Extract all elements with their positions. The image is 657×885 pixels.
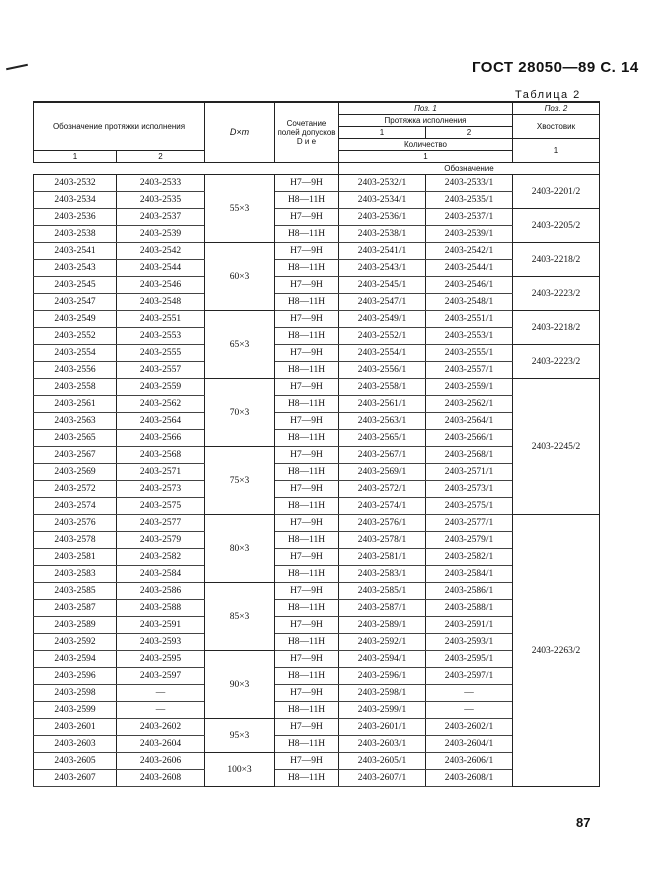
tolerance-cell: H8—11H <box>275 328 339 345</box>
tolerance-cell: H8—11H <box>275 702 339 719</box>
broach-1-cell: 2403-2563/1 <box>339 413 426 430</box>
broach-2-cell: 2403-2575/1 <box>426 498 513 515</box>
designation-1-cell: 2403-2547 <box>34 294 117 311</box>
designation-2-cell: 2403-2564 <box>117 413 205 430</box>
shank-cell: 2403-2205/2 <box>513 209 600 243</box>
tolerance-cell: H8—11H <box>275 736 339 753</box>
designation-1-cell: 2403-2599 <box>34 702 117 719</box>
tolerance-cell: H8—11H <box>275 770 339 787</box>
broach-1-cell: 2403-2554/1 <box>339 345 426 362</box>
broach-1-cell: 2403-2569/1 <box>339 464 426 481</box>
designation-1-cell: 2403-2554 <box>34 345 117 362</box>
broach-1-cell: 2403-2565/1 <box>339 430 426 447</box>
dxm-cell: 80×3 <box>205 515 275 583</box>
broach-2-cell: 2403-2579/1 <box>426 532 513 549</box>
broach-2-cell: 2403-2604/1 <box>426 736 513 753</box>
broach-2-cell: 2403-2535/1 <box>426 192 513 209</box>
tolerance-cell: H7—9H <box>275 413 339 430</box>
broach-1-cell: 2403-2581/1 <box>339 549 426 566</box>
tolerance-cell: H7—9H <box>275 481 339 498</box>
designation-2-cell: 2403-2562 <box>117 396 205 413</box>
broach-1-cell: 2403-2549/1 <box>339 311 426 328</box>
broach-1-cell: 2403-2532/1 <box>339 175 426 192</box>
table-row <box>34 345 600 362</box>
shank-cell: 2403-2201/2 <box>513 175 600 209</box>
broach-1-cell: 2403-2558/1 <box>339 379 426 396</box>
dxm-cell: 70×3 <box>205 379 275 447</box>
designation-2-cell: 2403-2577 <box>117 515 205 532</box>
designation-2-cell: 2403-2553 <box>117 328 205 345</box>
designation-1-cell: 2403-2574 <box>34 498 117 515</box>
specification-table <box>33 101 600 787</box>
broach-1-cell: 2403-2545/1 <box>339 277 426 294</box>
designation-1-cell: 2403-2603 <box>34 736 117 753</box>
shank-cell: 2403-2245/2 <box>513 379 600 515</box>
table-row <box>34 277 600 294</box>
designation-2-cell: 2403-2582 <box>117 549 205 566</box>
broach-1-cell: 2403-2561/1 <box>339 396 426 413</box>
designation-2-cell: 2403-2575 <box>117 498 205 515</box>
shank-cell: 2403-2223/2 <box>513 277 600 311</box>
tolerance-cell: H7—9H <box>275 617 339 634</box>
designation-2-cell: 2403-2537 <box>117 209 205 226</box>
shank-header: Хвостовик <box>513 115 600 139</box>
designation-2-cell: 2403-2586 <box>117 583 205 600</box>
broach-2-cell: 2403-2557/1 <box>426 362 513 379</box>
designation-2-cell: 2403-2588 <box>117 600 205 617</box>
designation-1-cell: 2403-2572 <box>34 481 117 498</box>
dxm-cell: 55×3 <box>205 175 275 243</box>
table-row <box>34 515 600 532</box>
tolerance-cell: H7—9H <box>275 277 339 294</box>
designation-2-cell: 2403-2539 <box>117 226 205 243</box>
broach-2-cell: 2403-2577/1 <box>426 515 513 532</box>
designation-1-cell: 2403-2561 <box>34 396 117 413</box>
designation-1-cell: 2403-2558 <box>34 379 117 396</box>
tolerance-cell: H8—11H <box>275 362 339 379</box>
designation-1-cell: 2403-2538 <box>34 226 117 243</box>
designation-1-cell: 2403-2543 <box>34 260 117 277</box>
tolerance-cell: H8—11H <box>275 600 339 617</box>
designation-2-cell: 2403-2566 <box>117 430 205 447</box>
designation-1-cell: 2403-2541 <box>34 243 117 260</box>
designation-2-cell: — <box>117 685 205 702</box>
designation-subheader: Обозначение <box>339 163 600 175</box>
designation-2-cell: 2403-2533 <box>117 175 205 192</box>
designation-2-cell: 2403-2544 <box>117 260 205 277</box>
tolerance-cell: H8—11H <box>275 634 339 651</box>
shank-cell: 2403-2218/2 <box>513 311 600 345</box>
designation-2-cell: 2403-2568 <box>117 447 205 464</box>
broach-2-cell: 2403-2533/1 <box>426 175 513 192</box>
tolerance-cell: H8—11H <box>275 498 339 515</box>
broach-1-cell: 2403-2578/1 <box>339 532 426 549</box>
designation-1-cell: 2403-2601 <box>34 719 117 736</box>
broach-2-cell: 2403-2608/1 <box>426 770 513 787</box>
designation-1-cell: 2403-2596 <box>34 668 117 685</box>
broach-2-cell: 2403-2537/1 <box>426 209 513 226</box>
designation-1-cell: 2403-2569 <box>34 464 117 481</box>
broach-2-cell: 2403-2553/1 <box>426 328 513 345</box>
table-row <box>34 379 600 396</box>
broach-1-cell: 2403-2552/1 <box>339 328 426 345</box>
broach-1-cell: 2403-2536/1 <box>339 209 426 226</box>
broach-2-cell: 2403-2595/1 <box>426 651 513 668</box>
designation-1-cell: 2403-2534 <box>34 192 117 209</box>
dxm-cell: 65×3 <box>205 311 275 379</box>
designation-2-cell: 2403-2573 <box>117 481 205 498</box>
designation-1-cell: 2403-2598 <box>34 685 117 702</box>
broach-2-cell: 2403-2582/1 <box>426 549 513 566</box>
designation-1-cell: 2403-2587 <box>34 600 117 617</box>
table-row <box>34 175 600 192</box>
table-caption: Таблица 2 <box>515 89 581 101</box>
designation-1-cell: 2403-2549 <box>34 311 117 328</box>
designation-1-cell: 2403-2536 <box>34 209 117 226</box>
dxm-cell: 60×3 <box>205 243 275 311</box>
broach-1-cell: 2403-2607/1 <box>339 770 426 787</box>
designation-col-2: 2 <box>117 151 205 163</box>
pos1-header: Поз. 1 <box>339 102 513 115</box>
designation-2-cell: 2403-2551 <box>117 311 205 328</box>
broach-version-header: Протяжка исполнения <box>339 115 513 127</box>
designation-2-cell: 2403-2535 <box>117 192 205 209</box>
tolerance-cell: H7—9H <box>275 583 339 600</box>
broach-1-cell: 2403-2567/1 <box>339 447 426 464</box>
broach-col-2: 2 <box>426 127 513 139</box>
designation-1-cell: 2403-2567 <box>34 447 117 464</box>
designation-1-cell: 2403-2578 <box>34 532 117 549</box>
broach-2-cell: 2403-2568/1 <box>426 447 513 464</box>
header-spacer <box>34 163 339 175</box>
broach-1-cell: 2403-2572/1 <box>339 481 426 498</box>
dxm-cell: 90×3 <box>205 651 275 719</box>
designation-2-cell: 2403-2608 <box>117 770 205 787</box>
tolerance-cell: H8—11H <box>275 260 339 277</box>
designation-1-cell: 2403-2556 <box>34 362 117 379</box>
broach-1-cell: 2403-2541/1 <box>339 243 426 260</box>
broach-1-cell: 2403-2594/1 <box>339 651 426 668</box>
page-number: 87 <box>576 815 591 830</box>
broach-2-cell: 2403-2539/1 <box>426 226 513 243</box>
tolerance-cell: H7—9H <box>275 379 339 396</box>
broach-1-cell: 2403-2587/1 <box>339 600 426 617</box>
tolerance-cell: H7—9H <box>275 549 339 566</box>
broach-2-cell: 2403-2546/1 <box>426 277 513 294</box>
designation-1-cell: 2403-2581 <box>34 549 117 566</box>
designation-2-cell: 2403-2602 <box>117 719 205 736</box>
designation-2-cell: 2403-2546 <box>117 277 205 294</box>
designation-1-cell: 2403-2532 <box>34 175 117 192</box>
dxm-header: D×m <box>205 102 275 163</box>
tolerance-cell: H7—9H <box>275 447 339 464</box>
pos2-header: Поз. 2 <box>513 102 600 115</box>
designation-2-cell: 2403-2584 <box>117 566 205 583</box>
table-row <box>34 311 600 328</box>
broach-1-cell: 2403-2605/1 <box>339 753 426 770</box>
document-header: ГОСТ 28050—89 С. 14 <box>472 59 639 76</box>
tolerance-cell: H8—11H <box>275 668 339 685</box>
broach-2-cell: 2403-2588/1 <box>426 600 513 617</box>
broach-2-cell: 2403-2602/1 <box>426 719 513 736</box>
designation-1-cell: 2403-2552 <box>34 328 117 345</box>
broach-2-cell: 2403-2559/1 <box>426 379 513 396</box>
broach-2-cell: — <box>426 702 513 719</box>
broach-1-cell: 2403-2585/1 <box>339 583 426 600</box>
tolerance-cell: H8—11H <box>275 532 339 549</box>
designation-1-cell: 2403-2565 <box>34 430 117 447</box>
broach-1-cell: 2403-2589/1 <box>339 617 426 634</box>
designation-2-cell: 2403-2591 <box>117 617 205 634</box>
designation-2-cell: — <box>117 702 205 719</box>
tolerance-cell: H8—11H <box>275 396 339 413</box>
designation-1-cell: 2403-2605 <box>34 753 117 770</box>
tolerance-cell: H7—9H <box>275 651 339 668</box>
tolerance-cell: H8—11H <box>275 464 339 481</box>
broach-2-cell: 2403-2562/1 <box>426 396 513 413</box>
broach-col-1: 1 <box>339 127 426 139</box>
designation-2-cell: 2403-2555 <box>117 345 205 362</box>
designation-2-cell: 2403-2571 <box>117 464 205 481</box>
broach-1-cell: 2403-2592/1 <box>339 634 426 651</box>
designation-2-cell: 2403-2595 <box>117 651 205 668</box>
broach-2-cell: 2403-2573/1 <box>426 481 513 498</box>
broach-1-cell: 2403-2538/1 <box>339 226 426 243</box>
broach-2-cell: 2403-2555/1 <box>426 345 513 362</box>
broach-2-cell: 2403-2564/1 <box>426 413 513 430</box>
broach-2-cell: 2403-2591/1 <box>426 617 513 634</box>
broach-1-cell: 2403-2574/1 <box>339 498 426 515</box>
designation-2-cell: 2403-2597 <box>117 668 205 685</box>
designation-1-cell: 2403-2592 <box>34 634 117 651</box>
broach-1-cell: 2403-2556/1 <box>339 362 426 379</box>
broach-2-cell: 2403-2584/1 <box>426 566 513 583</box>
dxm-cell: 100×3 <box>205 753 275 787</box>
designation-2-cell: 2403-2548 <box>117 294 205 311</box>
broach-2-cell: 2403-2606/1 <box>426 753 513 770</box>
tolerance-cell: H8—11H <box>275 294 339 311</box>
broach-1-cell: 2403-2547/1 <box>339 294 426 311</box>
tolerance-cell: H8—11H <box>275 192 339 209</box>
designation-1-cell: 2403-2594 <box>34 651 117 668</box>
quantity-one: 1 <box>339 151 513 163</box>
designation-2-cell: 2403-2557 <box>117 362 205 379</box>
shank-cell: 2403-2263/2 <box>513 515 600 787</box>
broach-2-cell: — <box>426 685 513 702</box>
broach-2-cell: 2403-2542/1 <box>426 243 513 260</box>
broach-1-cell: 2403-2601/1 <box>339 719 426 736</box>
tolerance-cell: H8—11H <box>275 566 339 583</box>
broach-2-cell: 2403-2551/1 <box>426 311 513 328</box>
designation-1-cell: 2403-2545 <box>34 277 117 294</box>
designation-2-cell: 2403-2559 <box>117 379 205 396</box>
designation-col-1: 1 <box>34 151 117 163</box>
tolerance-cell: H7—9H <box>275 685 339 702</box>
designation-1-cell: 2403-2607 <box>34 770 117 787</box>
tolerance-cell: H7—9H <box>275 719 339 736</box>
tolerance-cell: H7—9H <box>275 175 339 192</box>
designation-1-cell: 2403-2576 <box>34 515 117 532</box>
designation-1-cell: 2403-2583 <box>34 566 117 583</box>
dxm-cell: 85×3 <box>205 583 275 651</box>
tolerance-cell: H8—11H <box>275 430 339 447</box>
designation-1-cell: 2403-2563 <box>34 413 117 430</box>
broach-2-cell: 2403-2548/1 <box>426 294 513 311</box>
designation-1-cell: 2403-2589 <box>34 617 117 634</box>
broach-2-cell: 2403-2544/1 <box>426 260 513 277</box>
shank-cell: 2403-2223/2 <box>513 345 600 379</box>
broach-1-cell: 2403-2576/1 <box>339 515 426 532</box>
broach-1-cell: 2403-2543/1 <box>339 260 426 277</box>
tolerance-cell: H7—9H <box>275 209 339 226</box>
designation-2-cell: 2403-2579 <box>117 532 205 549</box>
broach-1-cell: 2403-2534/1 <box>339 192 426 209</box>
broach-2-cell: 2403-2593/1 <box>426 634 513 651</box>
broach-2-cell: 2403-2571/1 <box>426 464 513 481</box>
broach-1-cell: 2403-2603/1 <box>339 736 426 753</box>
broach-2-cell: 2403-2566/1 <box>426 430 513 447</box>
scan-mark <box>6 64 28 71</box>
tolerance-cell: H7—9H <box>275 515 339 532</box>
designation-header: Обозначение протяжки исполнения <box>34 102 205 151</box>
broach-1-cell: 2403-2599/1 <box>339 702 426 719</box>
tolerance-cell: H7—9H <box>275 311 339 328</box>
designation-1-cell: 2403-2585 <box>34 583 117 600</box>
quantity-header: Количество <box>339 139 513 151</box>
shank-quantity: 1 <box>513 139 600 163</box>
designation-2-cell: 2403-2606 <box>117 753 205 770</box>
broach-2-cell: 2403-2586/1 <box>426 583 513 600</box>
designation-2-cell: 2403-2593 <box>117 634 205 651</box>
broach-2-cell: 2403-2597/1 <box>426 668 513 685</box>
broach-1-cell: 2403-2583/1 <box>339 566 426 583</box>
tolerance-cell: H7—9H <box>275 345 339 362</box>
shank-cell: 2403-2218/2 <box>513 243 600 277</box>
dxm-cell: 75×3 <box>205 447 275 515</box>
tolerance-header: Сочетание полей допусков D и e <box>275 102 339 163</box>
tolerance-cell: H8—11H <box>275 226 339 243</box>
table-row <box>34 209 600 226</box>
dxm-cell: 95×3 <box>205 719 275 753</box>
broach-1-cell: 2403-2596/1 <box>339 668 426 685</box>
designation-2-cell: 2403-2542 <box>117 243 205 260</box>
tolerance-cell: H7—9H <box>275 243 339 260</box>
table-row <box>34 243 600 260</box>
broach-1-cell: 2403-2598/1 <box>339 685 426 702</box>
designation-2-cell: 2403-2604 <box>117 736 205 753</box>
tolerance-cell: H7—9H <box>275 753 339 770</box>
table-body <box>34 175 600 787</box>
